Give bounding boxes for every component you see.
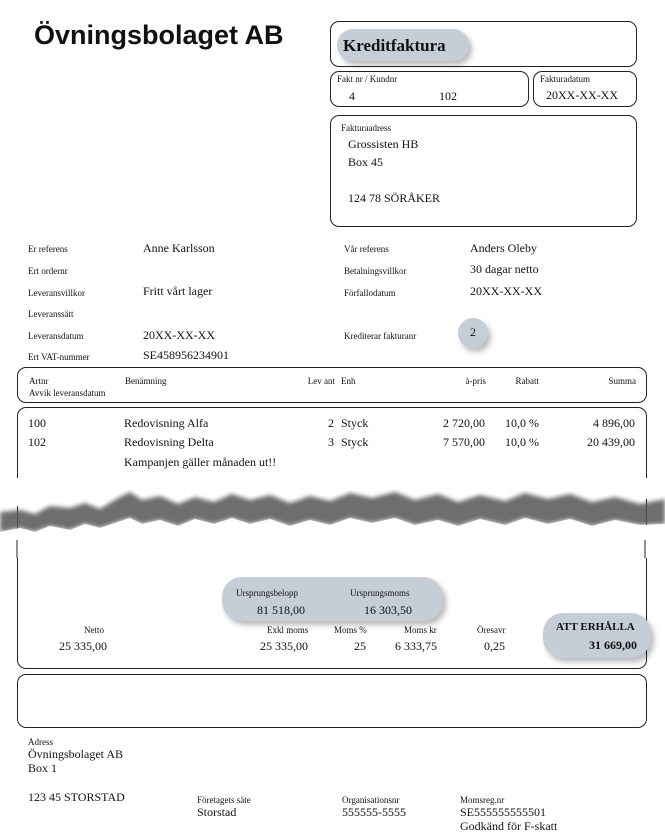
moms-kr-label: Moms kr xyxy=(404,625,437,635)
netto-label: Netto xyxy=(84,625,104,635)
ert-vat-label: Ert VAT-nummer xyxy=(28,352,90,362)
footer-momsreg-label: Momsreg.nr xyxy=(460,795,505,805)
invoice-address-box xyxy=(330,115,637,227)
footer-momsreg-value: SE555555555501 xyxy=(460,805,547,819)
moms-pct-value: 25 xyxy=(354,639,366,653)
row-apris: 2 720,00 xyxy=(443,416,485,430)
row-benamning: Redovisning Alfa xyxy=(124,416,209,430)
invoice-date-box xyxy=(533,71,637,107)
moms-pct-label: Moms % xyxy=(334,625,367,635)
col-enh: Enh xyxy=(341,376,356,386)
ert-vat-value: SE458956234901 xyxy=(143,348,230,362)
row-artnr: 102 xyxy=(28,435,46,449)
col-artnr: Artnr xyxy=(29,376,49,386)
customer-number: 102 xyxy=(439,89,457,103)
var-referens-label: Vår referens xyxy=(344,244,389,254)
oresavr-label: Öresavr xyxy=(477,625,506,635)
forfallodatum-label: Förfallodatum xyxy=(344,288,396,298)
invoice-number: 4 xyxy=(349,89,355,103)
var-referens-value: Anders Oleby xyxy=(470,241,537,255)
original-moms-label: Ursprungsmoms xyxy=(350,588,410,598)
col-summa: Summa xyxy=(608,376,636,386)
ert-ordernr-label: Ert ordernr xyxy=(28,266,68,276)
title-box xyxy=(330,21,637,67)
leveranssatt-label: Leveranssätt xyxy=(28,309,74,319)
invoice-address-label: Fakturaadress xyxy=(341,123,391,133)
original-belopp-label: Ursprungsbelopp xyxy=(236,588,298,598)
exkl-moms-value: 25 335,00 xyxy=(260,639,308,653)
betalningsvillkor-label: Betalningsvillkor xyxy=(344,266,407,276)
footer-adress-city: 123 45 STORSTAD xyxy=(28,790,125,804)
torn-edge xyxy=(0,478,665,558)
footer-adress-box: Box 1 xyxy=(28,761,58,775)
krediterar-label: Krediterar fakturanr xyxy=(344,331,417,341)
invoice-date-label: Fakturadatum xyxy=(540,74,590,84)
row-rabatt: 10,0 % xyxy=(505,435,539,449)
original-moms-value: 16 303,50 xyxy=(364,603,412,617)
footer-fskatt: Godkänd för F-skatt xyxy=(460,819,558,833)
invoice-date: 20XX-XX-XX xyxy=(546,88,618,102)
oresavr-value: 0,25 xyxy=(484,639,505,653)
footer-adress-name: Övningsbolaget AB xyxy=(28,747,123,761)
krediterar-value: 2 xyxy=(470,325,476,339)
invoice-number-label: Fakt nr / Kundnr xyxy=(337,74,398,84)
col-lev-ant: Lev ant xyxy=(307,376,335,386)
row-apris: 7 570,00 xyxy=(443,435,485,449)
row-rabatt: 10,0 % xyxy=(505,416,539,430)
company-name: Övningsbolaget AB xyxy=(34,20,284,50)
row-benamning: Redovisning Delta xyxy=(124,435,214,449)
row-enh: Styck xyxy=(341,435,369,449)
betalningsvillkor-value: 30 dagar netto xyxy=(470,262,539,276)
row-lev-ant: 2 xyxy=(328,416,334,430)
footer-sate-value: Storstad xyxy=(197,805,237,819)
original-belopp-value: 81 518,00 xyxy=(257,603,305,617)
att-erhalla-label: ATT ERHÅLLA xyxy=(556,621,635,633)
footer-orgnr-label: Organisationsnr xyxy=(342,795,400,805)
netto-value: 25 335,00 xyxy=(59,639,107,653)
footer-adress-label: Adress xyxy=(28,737,53,747)
table-header xyxy=(17,367,647,403)
row-enh: Styck xyxy=(341,416,369,430)
address-line-3: 124 78 SÖRÅKER xyxy=(348,191,441,205)
er-referens-label: Er referens xyxy=(28,244,68,254)
row-summa: 4 896,00 xyxy=(593,416,635,430)
col-rabatt: Rabatt xyxy=(515,376,539,386)
message-box xyxy=(17,674,647,728)
leveransdatum-value: 20XX-XX-XX xyxy=(143,328,215,342)
row-summa: 20 439,00 xyxy=(587,435,635,449)
invoice-number-box xyxy=(330,71,529,107)
leveransvillkor-value: Fritt vårt lager xyxy=(143,284,213,298)
leveransvillkor-label: Leveransvillkor xyxy=(28,288,85,298)
att-erhalla-value: 31 669,00 xyxy=(589,638,637,652)
col-apris: à-pris xyxy=(465,376,486,386)
footer-orgnr-value: 555555-5555 xyxy=(342,805,406,819)
row-lev-ant: 3 xyxy=(328,435,334,449)
leveransdatum-label: Leveransdatum xyxy=(28,331,84,341)
campaign-note: Kampanjen gäller månaden ut!! xyxy=(124,455,277,469)
doc-title: Kreditfaktura xyxy=(343,36,446,55)
er-referens-value: Anne Karlsson xyxy=(143,241,215,255)
col-avvik: Avvik leveransdatum xyxy=(29,388,106,398)
footer-sate-label: Företagets säte xyxy=(197,795,251,805)
address-line-2: Box 45 xyxy=(348,155,384,169)
moms-kr-value: 6 333,75 xyxy=(395,639,437,653)
col-benamning: Benämning xyxy=(125,376,167,386)
row-artnr: 100 xyxy=(28,416,46,430)
forfallodatum-value: 20XX-XX-XX xyxy=(470,284,542,298)
exkl-moms-label: Exkl moms xyxy=(267,625,309,635)
address-line-1: Grossisten HB xyxy=(348,137,419,151)
